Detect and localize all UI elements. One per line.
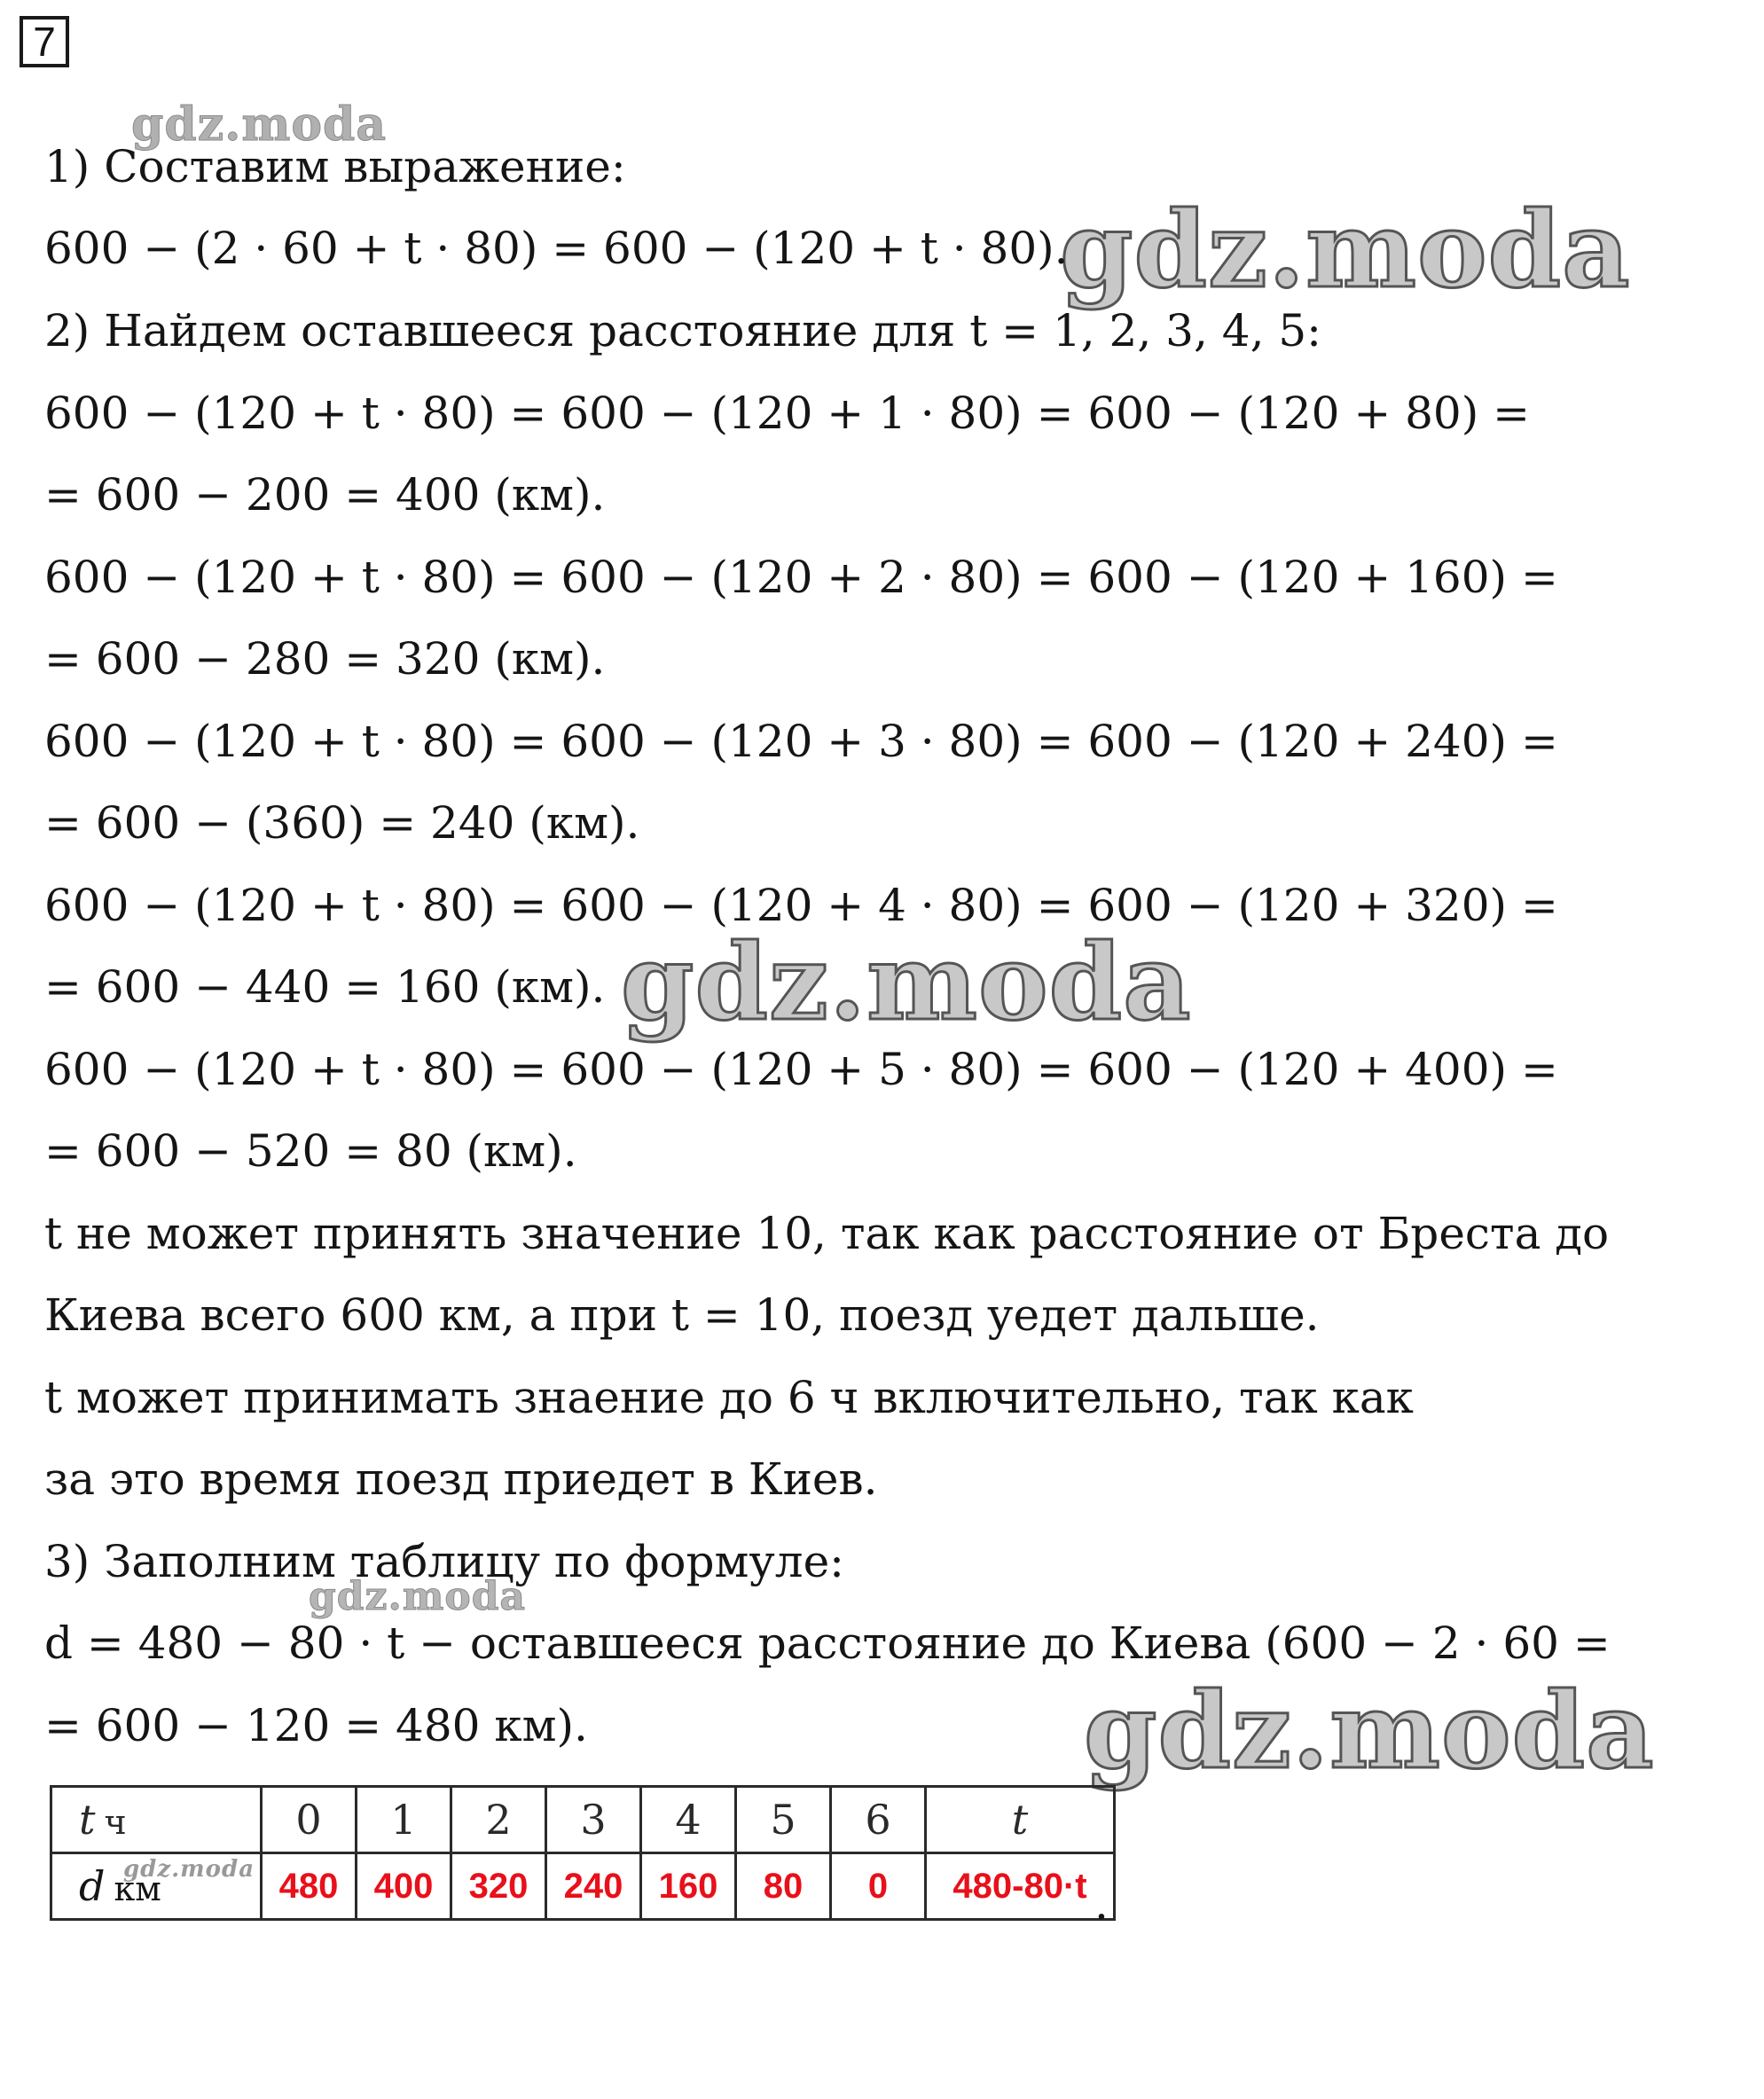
watermark: gdz.moda (621, 920, 1192, 1044)
table-cell: 240 (546, 1853, 641, 1920)
text-line: = 600 − 120 = 480 км). (44, 1700, 588, 1751)
text-line: 600 − (120 + t · 80) = 600 − (120 + 5 · 80) = 600 − (120 + 400) = (44, 1044, 1558, 1095)
table-cell: t (926, 1787, 1115, 1853)
row-header-t: t ч (51, 1787, 262, 1853)
table-cell: 6 (831, 1787, 926, 1853)
text-line: 2) Найдем оставшееся расстояние для t = 1, 2, 3, 4, 5: (44, 305, 1322, 356)
trailing-period: . (1094, 1878, 1109, 1930)
text-line: за это время поезд приедет в Киев. (44, 1453, 878, 1505)
text-line: = 600 − 520 = 80 (км). (44, 1125, 577, 1177)
table-cell: 320 (451, 1853, 546, 1920)
table-cell: 2 (451, 1787, 546, 1853)
row-header-d: gdz.moda d км (51, 1853, 262, 1920)
text-line: 600 − (120 + t · 80) = 600 − (120 + 1 · 80) = 600 − (120 + 80) = (44, 388, 1531, 439)
text-line: 600 − (120 + t · 80) = 600 − (120 + 4 · 80) = 600 − (120 + 320) = (44, 880, 1558, 931)
watermark: gdz.moda (1060, 188, 1631, 311)
text-line: = 600 − 440 = 160 (км). (44, 961, 606, 1013)
table-cell: 5 (736, 1787, 831, 1853)
table-cell: 80 (736, 1853, 831, 1920)
table-cell: 1 (357, 1787, 451, 1853)
text-line: 600 − (120 + t · 80) = 600 − (120 + 3 · 80) = 600 − (120 + 240) = (44, 716, 1558, 767)
table-cell: 0 (831, 1853, 926, 1920)
values-table (50, 1785, 1116, 1921)
watermark: gdz.moda (131, 98, 388, 152)
task-number: 7 (20, 16, 69, 67)
text-line: = 600 − (360) = 240 (км). (44, 797, 640, 849)
table-cell: 480-80·t (926, 1853, 1115, 1920)
watermark: gdz.moda (309, 1574, 527, 1619)
table-row (51, 1787, 1115, 1853)
text-line: 3) Заполним таблицу по формуле: (44, 1536, 845, 1587)
table-cell: 4 (641, 1787, 736, 1853)
text-line: 600 − (120 + t · 80) = 600 − (120 + 2 · 80) = 600 − (120 + 160) = (44, 552, 1558, 603)
text-line: = 600 − 280 = 320 (км). (44, 633, 606, 685)
table-row (51, 1853, 1115, 1920)
text-line: t не может принять значение 10, так как расстояние от Бреста до (44, 1208, 1610, 1259)
text-line: d = 480 − 80 · t − оставшееся расстояние до Киева (600 − 2 · 60 = (44, 1617, 1611, 1669)
table-cell: 160 (641, 1853, 736, 1920)
table-cell: 480 (262, 1853, 357, 1920)
text-line: = 600 − 200 = 400 (км). (44, 469, 606, 521)
text-line: 600 − (2 · 60 + t · 80) = 600 − (120 + t · 80). (44, 223, 1069, 274)
table-cell: 400 (357, 1853, 451, 1920)
watermark: gdz.moda (123, 1856, 255, 1883)
text-line: 1) Составим выражение: (44, 141, 626, 192)
text-line: t может принимать знаение до 6 ч включительно, так как (44, 1372, 1414, 1423)
watermark: gdz.moda (1084, 1669, 1655, 1792)
text-line: Киева всего 600 км, а при t = 10, поезд уедет дальше. (44, 1289, 1320, 1341)
table-cell: 0 (262, 1787, 357, 1853)
table-cell: 3 (546, 1787, 641, 1853)
